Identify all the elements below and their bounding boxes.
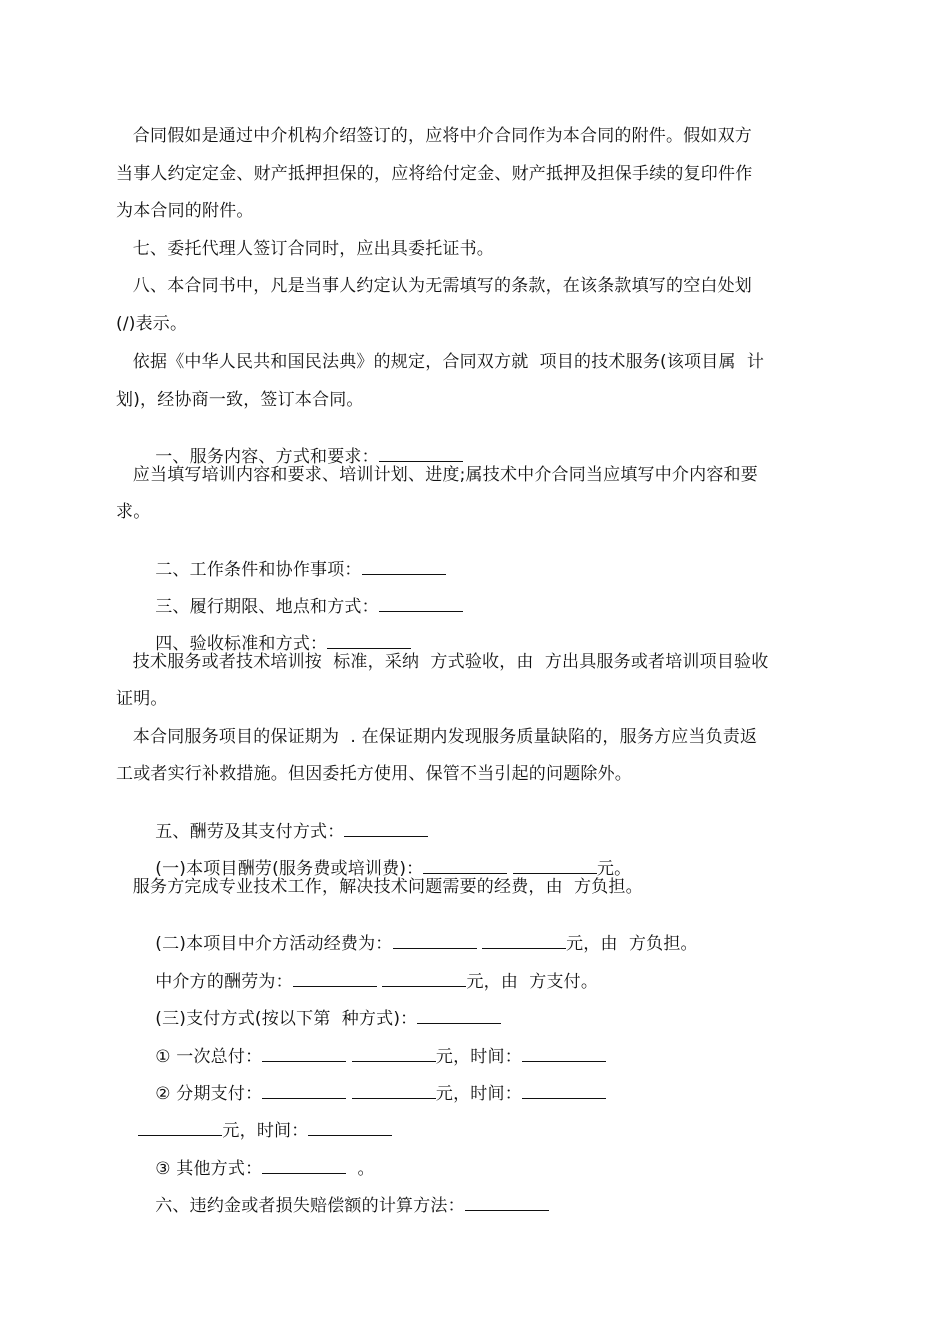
text-line: 工或者实行补救措施。但因委托方使用、保管不当引起的问题除外。 [116, 764, 632, 784]
fill-blank[interactable] [362, 560, 446, 575]
yuan-unit: 元， [566, 934, 601, 954]
yuan-unit: 元， [466, 972, 501, 992]
fill-blank[interactable] [262, 1084, 346, 1099]
label: ③ 其他方式： [138, 1159, 263, 1179]
label: (一)本项目酬劳(服务费或培训费)： [138, 859, 424, 879]
label: 三、履行期限、地点和方式： [138, 597, 379, 617]
label: (三)支付方式(按以下第 种方式)： [138, 1009, 418, 1029]
label: 五、酬劳及其支付方式： [138, 822, 345, 842]
fill-blank[interactable] [522, 1047, 606, 1062]
yuan-unit: 元。 [596, 859, 632, 879]
fill-blank[interactable] [327, 634, 411, 649]
fill-blank[interactable] [465, 1196, 549, 1211]
period-mark: 。 [346, 1159, 375, 1179]
fill-blank[interactable] [352, 1084, 436, 1099]
text-line: 依据《中华人民共和国民法典》的规定，合同双方就 项目的技术服务(该项目属 计 [116, 352, 765, 372]
yuan-unit: 元， [222, 1121, 257, 1141]
fill-blank[interactable] [379, 447, 463, 462]
label: ② 分期支付： [138, 1084, 263, 1104]
text-line: 服务方完成专业技术工作，解决技术问题需要的经费，由 方负担。 [116, 877, 643, 897]
fill-blank[interactable] [393, 934, 477, 949]
fill-blank[interactable] [262, 1159, 346, 1174]
fill-blank[interactable] [379, 597, 463, 612]
text-line: 应当填写培训内容和要求、培训计划、进度;属技术中介合同当应填写中介内容和要 [116, 465, 758, 485]
text-line: 当事人约定定金、财产抵押担保的，应将给付定金、财产抵押及担保手续的复印件作 [116, 164, 753, 184]
fill-blank[interactable] [522, 1084, 606, 1099]
time-label: 时间： [256, 1121, 309, 1141]
fill-blank[interactable] [352, 1047, 436, 1062]
time-label: 时间： [470, 1047, 522, 1067]
fill-blank[interactable] [262, 1047, 346, 1062]
fill-blank[interactable] [382, 972, 466, 987]
text-line: 本合同服务项目的保证期为 . 在保证期内发现服务质量缺陷的，服务方应当负责返 [116, 727, 758, 747]
fill-blank[interactable] [513, 859, 597, 874]
fill-blank[interactable] [482, 934, 566, 949]
fill-blank[interactable] [423, 859, 507, 874]
text-line: 划)，经协商一致，签订本合同。 [116, 390, 364, 410]
text-line: 七、委托代理人签订合同时，应出具委托证书。 [116, 239, 495, 259]
label: 一、服务内容、方式和要求： [138, 447, 379, 467]
yuan-unit: 元， [435, 1084, 471, 1104]
pay-text: 由 方支付。 [500, 972, 599, 992]
fill-blank[interactable] [293, 972, 377, 987]
label: 二、工作条件和协作事项： [138, 560, 362, 580]
fill-blank[interactable] [138, 1121, 222, 1136]
bear-text: 由 方负担。 [600, 934, 698, 954]
fill-blank[interactable] [417, 1009, 501, 1024]
penalty-line [116, 1176, 549, 1236]
fill-blank[interactable] [308, 1121, 392, 1136]
label: 四、验收标准和方式： [138, 634, 328, 654]
text-line: 技术服务或者技术培训按 标准，采纳 方式验收，由 方出具服务或者培训项目验收 [116, 652, 769, 672]
text-line: (/)表示。 [116, 314, 188, 334]
text-line: 证明。 [116, 689, 168, 709]
text-line: 八、本合同书中，凡是当事人约定认为无需填写的条款，在该条款填写的空白处划 [116, 276, 753, 296]
label: ① 一次总付： [138, 1047, 263, 1067]
text-line: 合同假如是通过中介机构介绍签订的，应将中介合同作为本合同的附件。假如双方 [116, 126, 753, 146]
text-line: 求。 [116, 502, 151, 522]
label: 六、违约金或者损失赔偿额的计算方法： [138, 1196, 465, 1216]
time-label: 时间： [470, 1084, 522, 1104]
fill-blank[interactable] [344, 822, 428, 837]
text-line: 为本合同的附件。 [116, 201, 254, 221]
yuan-unit: 元， [435, 1047, 471, 1067]
label: (二)本项目中介方活动经费为： [138, 934, 393, 954]
label: 中介方的酬劳为： [138, 972, 293, 992]
